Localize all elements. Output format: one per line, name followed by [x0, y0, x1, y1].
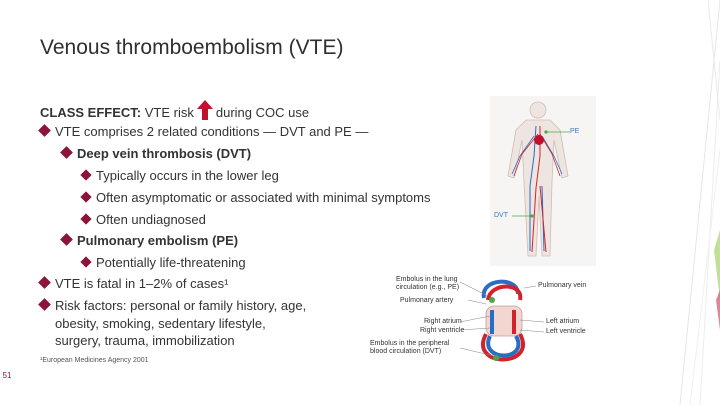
footnote: ¹European Medicines Agency 2001 [40, 357, 149, 364]
class-effect-text-before: VTE risk [144, 105, 194, 120]
class-effect-prefix: CLASS EFFECT: [40, 105, 142, 120]
bullet-vte-conditions [40, 124, 368, 140]
diamond-bullet-icon [80, 169, 91, 180]
circulation-figure [368, 270, 602, 370]
slide-title: Venous thromboembolism (VTE) [40, 36, 344, 59]
bullet-text: Pulmonary embolism (PE) [77, 233, 239, 248]
label-pulmonary-artery: Pulmonary artery [400, 297, 454, 304]
bullet-text: Deep vein thrombosis (DVT) [77, 146, 252, 161]
label-right-atrium: Right atrium [424, 318, 462, 325]
bullet-risk-factors [40, 298, 306, 314]
label-line: blood circulation (DVT) [370, 348, 442, 355]
bullet-dvt-2 [82, 190, 431, 206]
label-left-atrium: Left atrium [546, 318, 580, 325]
bullet-pe-1 [82, 255, 246, 271]
bullet-text: Often undiagnosed [96, 212, 206, 227]
bullet-dvt-3 [82, 212, 206, 228]
label-embolus-lung [396, 276, 459, 292]
label-right-ventricle: Right ventricle [420, 327, 465, 334]
diamond-bullet-icon [80, 191, 91, 202]
class-effect-line [40, 100, 309, 121]
diamond-bullet-icon [60, 233, 73, 246]
label-line: Embolus in the peripheral [370, 340, 450, 347]
diamond-bullet-icon [80, 213, 91, 224]
diamond-bullet-icon [38, 276, 51, 289]
risk-factors-line-2: obesity, smoking, sedentary lifestyle, [55, 316, 266, 331]
class-effect-text-after: during COC use [215, 105, 310, 120]
risk-factors-line-3: surgery, trauma, immobilization [55, 333, 235, 348]
label-pe: PE [570, 128, 580, 135]
bullet-dvt-1 [82, 168, 279, 184]
diamond-bullet-icon [38, 298, 51, 311]
label-pulmonary-vein: Pulmonary vein [538, 282, 587, 289]
bullet-dvt [62, 146, 251, 162]
label-left-ventricle: Left ventricle [546, 328, 586, 335]
diamond-bullet-icon [38, 124, 51, 137]
human-body-illustration [490, 96, 596, 266]
up-arrow-icon [197, 100, 213, 120]
bullet-text: VTE is fatal in 1–2% of cases¹ [55, 276, 229, 291]
label-embolus-peripheral [370, 340, 449, 356]
label-dvt: DVT [494, 212, 508, 219]
diamond-bullet-icon [60, 146, 73, 159]
bullet-vte-fatal [40, 276, 228, 292]
bullet-text: Risk factors: personal or family history, age, [55, 298, 307, 313]
bullet-pe [62, 233, 238, 249]
bullet-text: VTE comprises 2 related conditions — DVT and PE — [55, 124, 369, 139]
label-line: circulation (e.g., PE) [396, 284, 460, 291]
bullet-text: Typically occurs in the lower leg [96, 168, 279, 183]
diamond-bullet-icon [80, 256, 91, 267]
body-vascular-figure [490, 96, 596, 266]
decorative-lines [660, 0, 720, 405]
bullet-text: Often asymptomatic or associated with minimal symptoms [96, 190, 431, 205]
bullet-text: Potentially life-threatening [96, 255, 246, 270]
label-line: Embolus in the lung [396, 276, 458, 283]
page-number: 51 [0, 366, 14, 386]
